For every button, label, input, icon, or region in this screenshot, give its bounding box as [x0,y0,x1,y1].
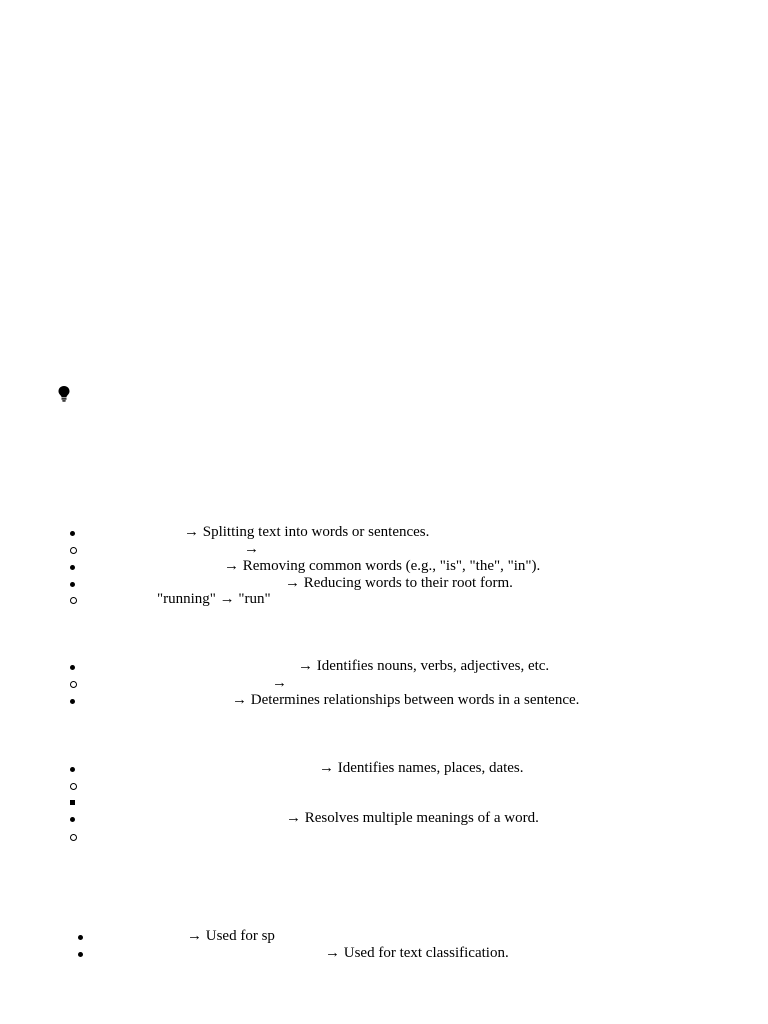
list-bullet [70,524,86,541]
list-sub-bullet [70,828,86,845]
list-bullet [70,692,86,709]
list-bullet [70,810,86,827]
list-bullet [70,558,86,575]
list-bullet [78,945,94,962]
stopwords-description: → Removing common words (e.g., "is", "the", "in"). [224,558,541,574]
model-1-description: → Used for sp [187,928,275,944]
stemming-description: → Reducing words to their root form. [285,575,513,591]
tokenization-description: → Splitting text into words or sentences. [184,524,430,540]
list-bullet [70,658,86,675]
list-sub-bullet [70,591,86,608]
pos-tagging-description: → Identifies nouns, verbs, adjectives, etc. [298,658,550,674]
list-sub-bullet [70,777,86,794]
list-sub-sub-bullet [70,793,86,810]
list-sub-bullet [70,675,86,692]
list-bullet [70,575,86,592]
model-2-description: → Used for text classification. [325,945,509,961]
list-sub-bullet [70,541,86,558]
list-bullet [78,928,94,945]
parsing-description: → Determines relationships between words in a sentence. [232,692,580,708]
lightbulb-icon [57,386,71,402]
pos-sub-description: → [272,675,287,691]
stemming-example: "running" → "run" [157,591,271,607]
tokenization-sub-description: → [244,541,259,557]
ner-description: → Identifies names, places, dates. [319,760,524,776]
list-bullet [70,760,86,777]
wsd-description: → Resolves multiple meanings of a word. [286,810,539,826]
